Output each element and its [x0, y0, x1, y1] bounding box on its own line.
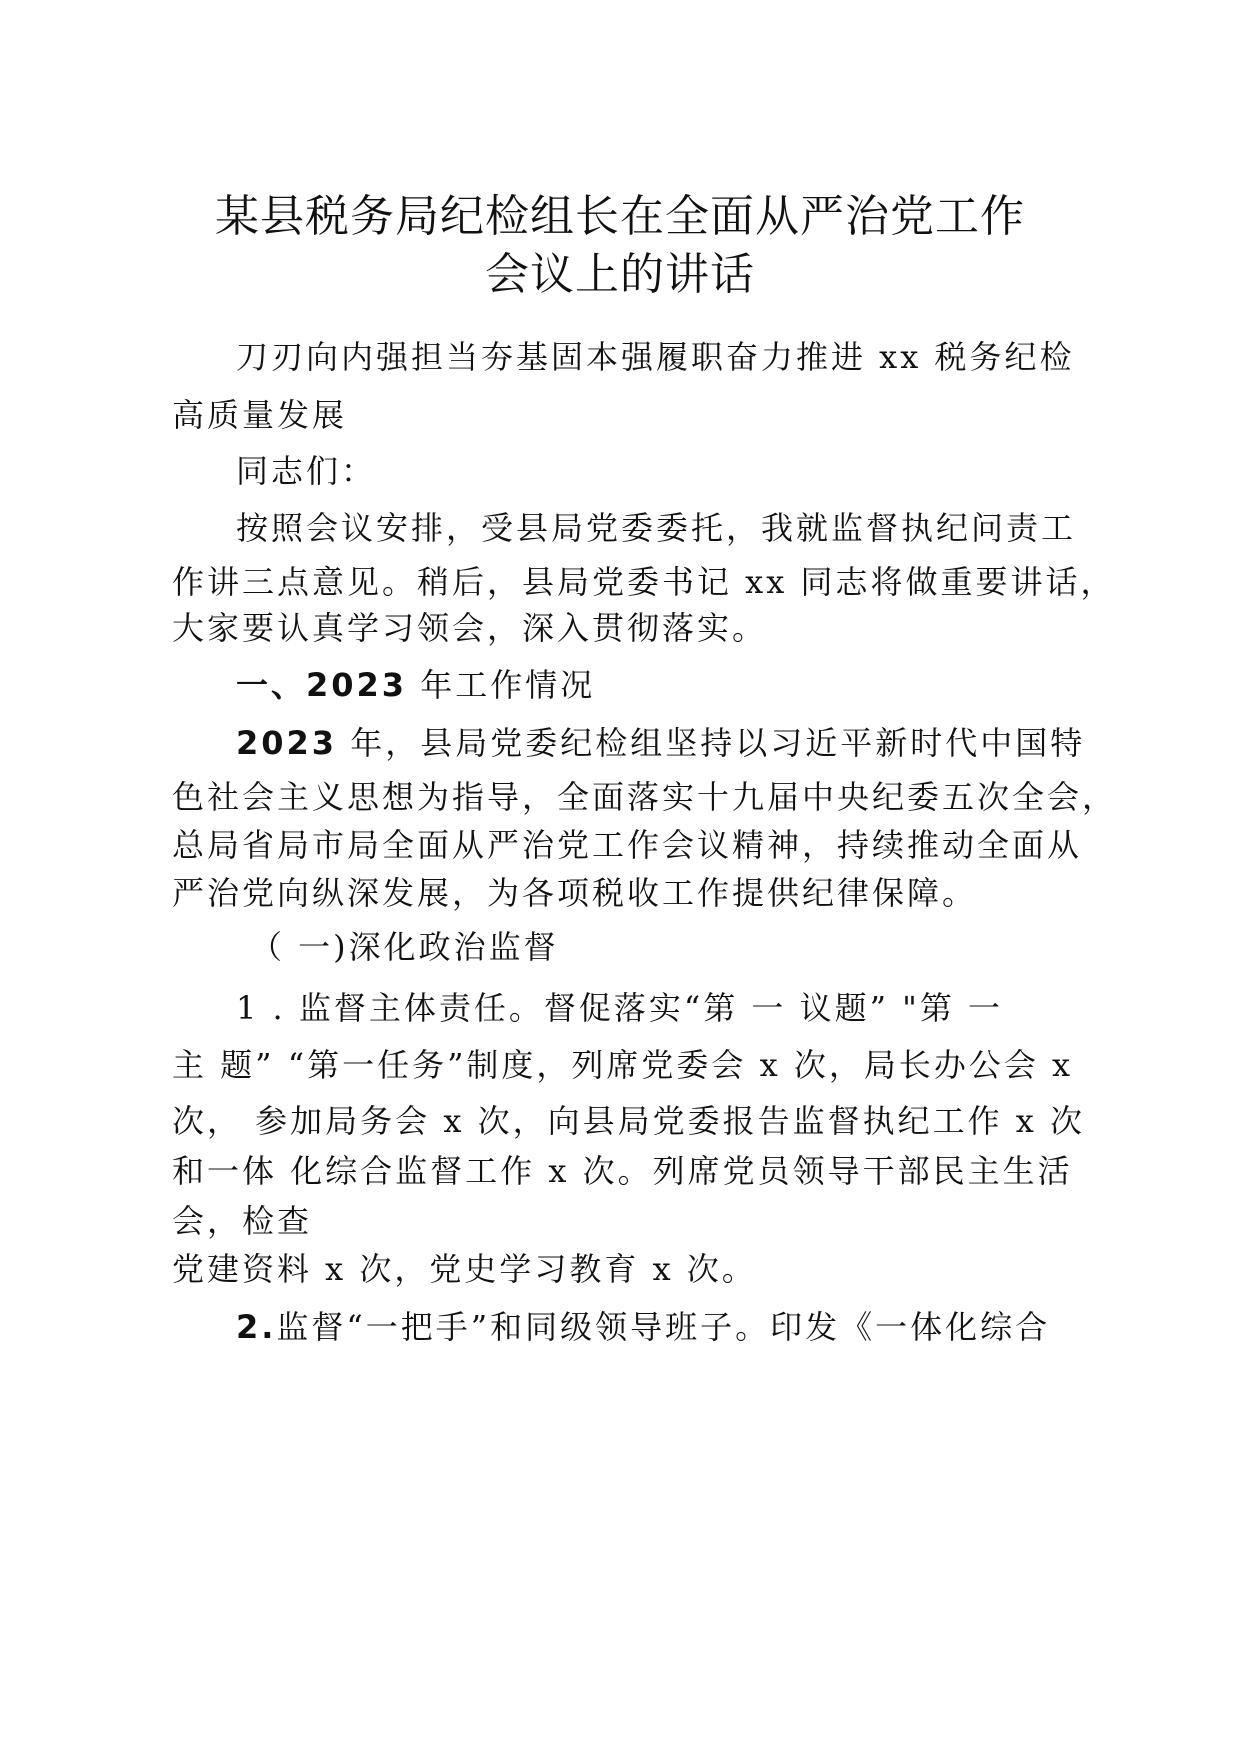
section-1-heading-text: 年工作情况 — [407, 666, 596, 704]
subtitle-line-1: 刀刃向内强担当夯基固本强履职奋力推进 xx 税务纪检 — [236, 338, 1075, 376]
section-1-para-line-2: 色社会主义思想为指导，全面落实十九届中央纪委五次全会， — [172, 778, 1118, 816]
item-2-number: 2. — [236, 1308, 277, 1346]
section-1-para-line-3: 总局省局市局全面从严治党工作会议精神，持续推动全面从 — [172, 826, 1083, 864]
section-1-para-line-4: 严治党向纵深发展，为各项税收工作提供纪律保障。 — [172, 874, 978, 912]
item-1-line-4: 和一体 化综合监督工作 x 次。列席党员领导干部民主生活 — [172, 1152, 1073, 1190]
section-1-para-year: 2023 — [236, 724, 338, 762]
section-1-para-line-1 — [236, 718, 1085, 764]
intro-line-2: 作讲三点意见。稍后，县局党委书记 xx 同志将做重要讲话， — [172, 563, 1116, 601]
item-1-line-6: 党建资料 x 次，党史学习教育 x 次。 — [172, 1250, 757, 1288]
section-1-heading-number: 一、2023 — [236, 666, 408, 704]
item-1-line-1: 1 . 监督主体责任。督促落实“第 一 议题” "第 一 — [236, 989, 1004, 1027]
section-1-heading — [236, 660, 595, 706]
item-1-line-2: 主 题” “第一任务”制度，列席党委会 x 次，局长办公会 x — [172, 1046, 1074, 1084]
intro-line-3: 大家要认真学习领会，深入贯彻落实。 — [172, 609, 768, 647]
document-title-line-2: 会议上的讲话 — [485, 249, 755, 300]
intro-line-1: 按照会议安排，受县局党委委托，我就监督执纪问责工 — [236, 509, 1077, 547]
item-2-line-1 — [236, 1302, 1050, 1348]
document-title-line-1: 某县税务局纪检组长在全面从严治党工作 — [215, 191, 1025, 242]
item-1-line-5: 会，检查 — [172, 1202, 313, 1240]
subtitle-line-2: 高质量发展 — [172, 396, 348, 434]
item-1-line-3: 次， 参加局务会 x 次，向县局党委报告监督执纪工作 x 次 — [172, 1102, 1085, 1140]
subsection-1-heading: （ 一)深化政治监督 — [250, 928, 559, 966]
salutation: 同志们： — [236, 452, 377, 490]
section-1-para-line-1-text: 年，县局党委纪检组坚持以习近平新时代中国特 — [337, 724, 1086, 762]
item-2-text: 监督“一把手”和同级领导班子。印发《一体化综合 — [276, 1308, 1051, 1346]
